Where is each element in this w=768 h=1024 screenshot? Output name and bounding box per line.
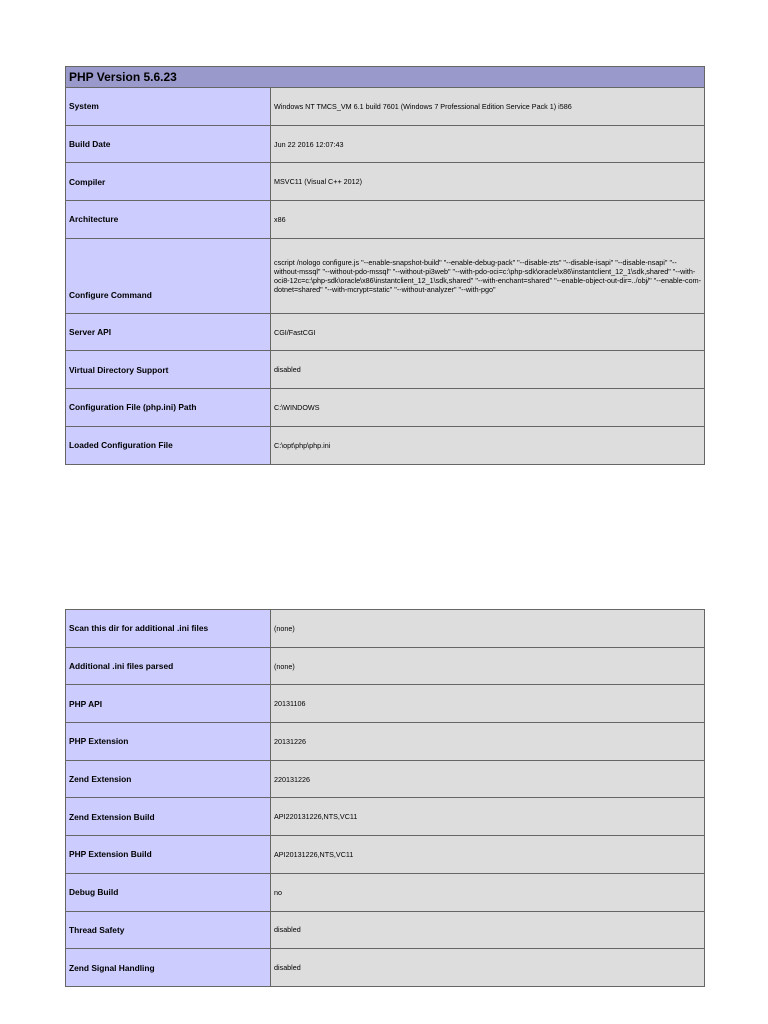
row-value: C:\opt\php\php.ini bbox=[271, 426, 705, 464]
row-label: Compiler bbox=[66, 163, 271, 201]
row-value: x86 bbox=[271, 201, 705, 239]
table-row bbox=[66, 836, 705, 874]
row-label: PHP Extension Build bbox=[66, 836, 271, 874]
row-value: (none) bbox=[271, 610, 705, 648]
row-label: Thread Safety bbox=[66, 911, 271, 949]
row-label: Zend Signal Handling bbox=[66, 949, 271, 987]
table-row bbox=[66, 610, 705, 648]
row-value: (none) bbox=[271, 647, 705, 685]
table-row bbox=[66, 389, 705, 427]
row-value: Windows NT TMCS_VM 6.1 build 7601 (Windows 7 Professional Edition Service Pack 1) i586 bbox=[271, 88, 705, 126]
table-row bbox=[66, 313, 705, 351]
table-row bbox=[66, 949, 705, 987]
table-row bbox=[66, 685, 705, 723]
row-value: CGI/FastCGI bbox=[271, 313, 705, 351]
row-value: 20131106 bbox=[271, 685, 705, 723]
row-label: Debug Build bbox=[66, 873, 271, 911]
row-label: PHP API bbox=[66, 685, 271, 723]
row-value: Jun 22 2016 12:07:43 bbox=[271, 125, 705, 163]
row-value: C:\WINDOWS bbox=[271, 389, 705, 427]
row-value: disabled bbox=[271, 949, 705, 987]
row-label: Scan this dir for additional .ini files bbox=[66, 610, 271, 648]
table-row bbox=[66, 88, 705, 126]
table-row bbox=[66, 163, 705, 201]
row-label: Build Date bbox=[66, 125, 271, 163]
row-label: PHP Extension bbox=[66, 723, 271, 761]
table-row bbox=[66, 351, 705, 389]
row-value: MSVC11 (Visual C++ 2012) bbox=[271, 163, 705, 201]
table-row bbox=[66, 238, 705, 313]
row-label: Zend Extension bbox=[66, 760, 271, 798]
row-label: Server API bbox=[66, 313, 271, 351]
row-value: API220131226,NTS,VC11 bbox=[271, 798, 705, 836]
row-label: Zend Extension Build bbox=[66, 798, 271, 836]
table-row bbox=[66, 647, 705, 685]
row-value: cscript /nologo configure.js "--enable-snapshot-build" "--enable-debug-pack" "--disable-zts" "--disable-isapi" "--disable-nsapi" "--without-mssql" "--without-pdo-mssql" "--without-pi3web" "--with-pdo-oci=c:\php-sdk\oracle\x86\instantclient_12_1\sdk,shared" "--with-oci8-12c=c:\php-sdk\oracle\x86\instantclient_12_1\sdk,shared" "--with-enchant=shared" "--enable-object-out-dir=../obj/" "--enable-com-dotnet=shared" "--with-mcrypt=static" "--without-analyzer" "--with-pgo" bbox=[271, 238, 705, 313]
row-value: 220131226 bbox=[271, 760, 705, 798]
table-row bbox=[66, 426, 705, 464]
table-row bbox=[66, 911, 705, 949]
table-row bbox=[66, 201, 705, 239]
table-row bbox=[66, 760, 705, 798]
table-row bbox=[66, 723, 705, 761]
table-row bbox=[66, 125, 705, 163]
table-row bbox=[66, 873, 705, 911]
php-version-title: PHP Version 5.6.23 bbox=[66, 67, 705, 88]
php-info-table-top bbox=[65, 66, 705, 465]
row-value: API20131226,NTS,VC11 bbox=[271, 836, 705, 874]
row-value: disabled bbox=[271, 911, 705, 949]
row-label: Configure Command bbox=[66, 238, 271, 313]
row-label: Loaded Configuration File bbox=[66, 426, 271, 464]
row-value: no bbox=[271, 873, 705, 911]
version-header-row bbox=[66, 67, 705, 88]
row-label: System bbox=[66, 88, 271, 126]
row-value: disabled bbox=[271, 351, 705, 389]
table-row bbox=[66, 798, 705, 836]
row-label: Configuration File (php.ini) Path bbox=[66, 389, 271, 427]
php-info-table-bottom bbox=[65, 609, 705, 987]
row-label: Architecture bbox=[66, 201, 271, 239]
row-label: Virtual Directory Support bbox=[66, 351, 271, 389]
row-value: 20131226 bbox=[271, 723, 705, 761]
row-label: Additional .ini files parsed bbox=[66, 647, 271, 685]
